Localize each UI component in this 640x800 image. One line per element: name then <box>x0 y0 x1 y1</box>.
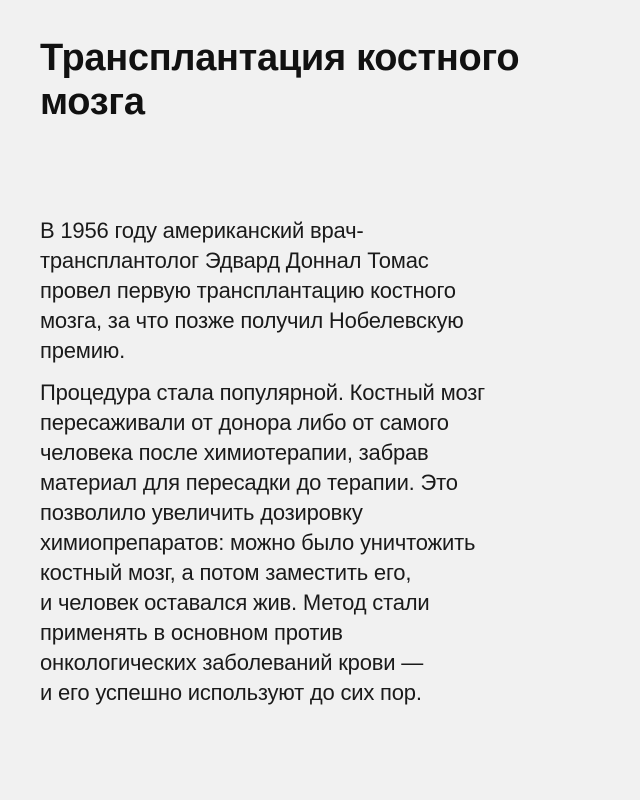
text-line: премию. <box>40 338 126 363</box>
text-line: провел первую трансплантацию костного <box>40 278 456 303</box>
title-line: Трансплантация костного <box>40 37 520 79</box>
text-line: В 1956 году американский врач- <box>40 218 364 243</box>
text-line: онкологических заболеваний крови — <box>40 650 424 675</box>
text-line: мозга, за что позже получил Нобелевскую <box>40 308 464 333</box>
text-line: пересаживали от донора либо от самого <box>40 410 449 435</box>
text-line: Процедура стала популярной. Костный мозг <box>40 380 485 405</box>
paragraph-procedure <box>40 378 640 708</box>
text-line: химиопрепаратов: можно было уничтожить <box>40 530 476 555</box>
text-line: позволило увеличить дозировку <box>40 500 363 525</box>
article-body <box>40 216 640 708</box>
text-line: применять в основном против <box>40 620 343 645</box>
text-line: человека после химиотерапии, забрав <box>40 440 429 465</box>
text-line: и его успешно используют до сих пор. <box>40 680 422 705</box>
text-line: материал для пересадки до терапии. Это <box>40 470 458 495</box>
text-line: костный мозг, а потом заместить его, <box>40 560 412 585</box>
title-line: мозга <box>40 81 145 123</box>
article-title <box>40 36 630 124</box>
paragraph-history <box>40 216 640 366</box>
text-line: трансплантолог Эдвард Доннал Томас <box>40 248 429 273</box>
text-line: и человек оставался жив. Метод стали <box>40 590 430 615</box>
